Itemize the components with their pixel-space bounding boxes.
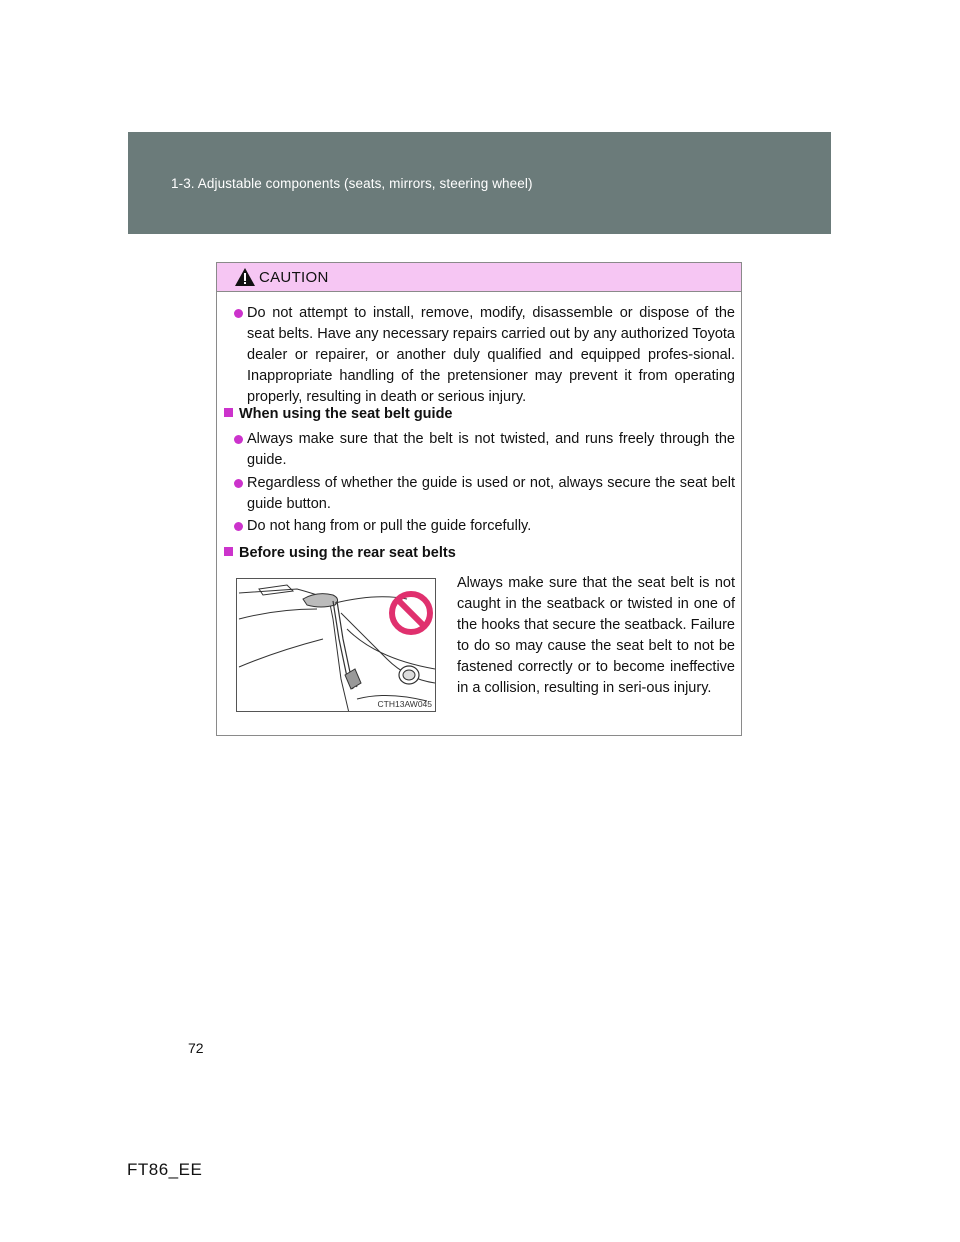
page-number: 72 xyxy=(188,1040,204,1056)
list-item xyxy=(247,516,735,537)
section-heading-text: When using the seat belt guide xyxy=(239,406,453,422)
caution-item-text: Do not attempt to install, remove, modify, disassemble or dispose of the seat belts. Have any necessary repairs carried out by any authorized Toyota dealer or repairer, or another duly qualified and equipped profes-sional. Inappropriate handling of the pretensioner may prevent it from operating properly, resulting in death or serious injury. xyxy=(247,305,735,405)
list-item xyxy=(247,429,735,471)
list-item-text: Regardless of whether the guide is used or not, always secure the seat belt guide button. xyxy=(247,475,735,512)
prohibition-sign-icon xyxy=(387,589,435,637)
bullet-dot-icon xyxy=(234,479,243,488)
list-item-text: Do not hang from or pull the guide forcefully. xyxy=(247,518,532,534)
section-title: 1-3. Adjustable components (seats, mirrors, steering wheel) xyxy=(171,176,533,191)
square-bullet-icon xyxy=(224,547,233,556)
caution-header xyxy=(217,263,741,292)
warning-triangle-icon xyxy=(234,267,256,287)
caution-item xyxy=(247,303,735,408)
figure-code: CTH13AW045 xyxy=(377,699,432,709)
square-bullet-icon xyxy=(224,408,233,417)
section-heading-text: Before using the rear seat belts xyxy=(239,545,456,561)
caution-label: CAUTION xyxy=(259,269,329,286)
list-item-text: Always make sure that the belt is not twisted, and runs freely through the guide. xyxy=(247,431,735,468)
rear-seat-belt-illustration xyxy=(236,578,436,712)
list-item xyxy=(247,473,735,515)
document-code: FT86_EE xyxy=(127,1160,203,1179)
bullet-dot-icon xyxy=(234,309,243,318)
section-heading xyxy=(224,543,456,563)
caution-box xyxy=(216,262,742,736)
section-header-band xyxy=(128,132,831,234)
section-heading xyxy=(224,404,453,424)
bullet-dot-icon xyxy=(234,435,243,444)
rear-seat-belt-warning-text: Always make sure that the seat belt is not caught in the seatback or twisted in one of the hooks that secure the seatback. Failure to do so may cause the seat belt to not be fastened correctly or to become ineffective in a collision, resulting in seri-ous injury. xyxy=(457,575,735,696)
bullet-dot-icon xyxy=(234,522,243,531)
